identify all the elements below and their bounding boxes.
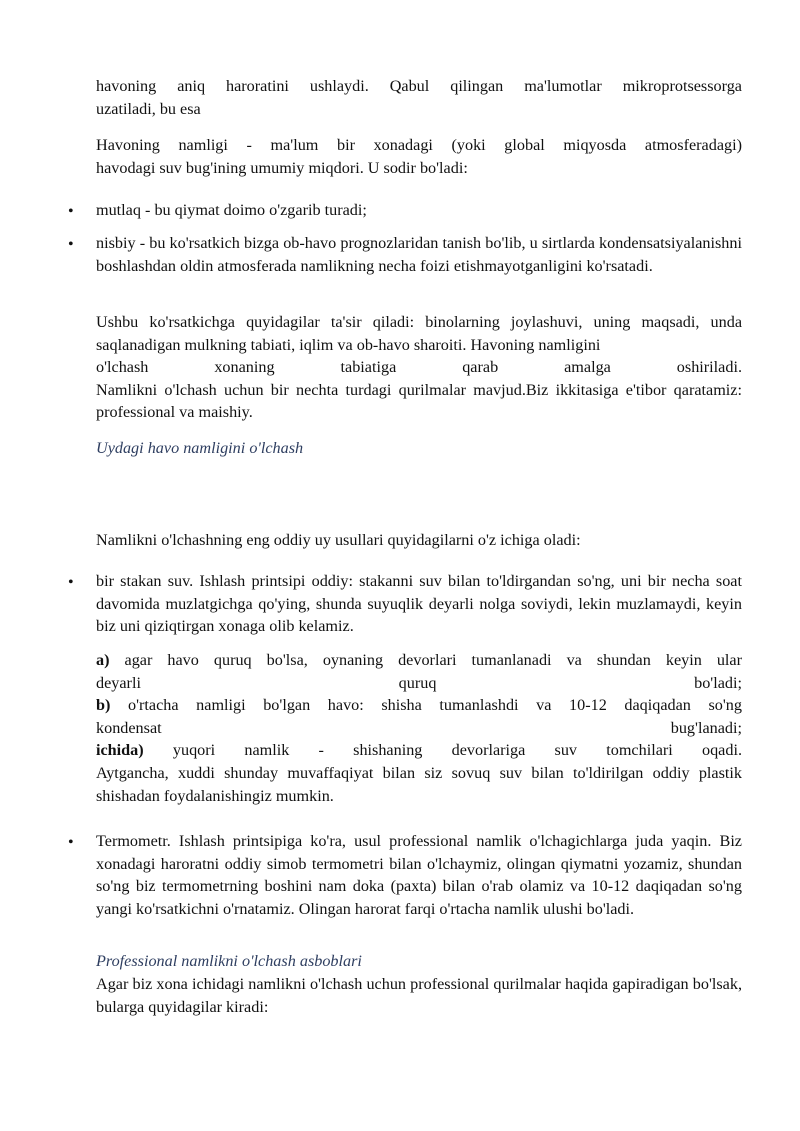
sub-item-a [96, 649, 742, 672]
sub-item-label: ichida) [96, 741, 144, 760]
sub-item-text: yuqori namlik - shishaning devorlariga suv tomchilari oqadi. [172, 741, 742, 760]
sub-items-block [96, 649, 742, 807]
sub-item-b [96, 694, 742, 717]
paragraph-intro [96, 75, 742, 120]
paragraph-factors [96, 311, 742, 424]
bullet-icon: • [68, 236, 74, 253]
paragraph-text: Namlikni o'lchash uchun bir nechta turdagi qurilmalar mavjud.Biz ikkitasiga e'tibor qaratamiz: professional va maishiy. [96, 380, 742, 422]
bullet-icon: • [68, 203, 74, 220]
list-item: nisbiy - bu ko'rsatkich bizga ob-havo prognozlaridan tanish bo'lib, u sirtlarda kondensatsiyalanishni boshlashdan oldin atmosferada namlikning necha foizi etishmayotganligini ko'rsatadi. [96, 234, 742, 275]
paragraph-text: Ushbu ko'rsatkichga quyidagilar ta'sir qiladi: binolarning joylashuvi, uning maqsadi, unda saqlanadigan mulkning tabiati, iqlim va ob-havo sharoiti. Havoning namligini [96, 313, 742, 354]
sub-item-c [96, 739, 742, 762]
paragraph-home-methods: Namlikni o'lchashning eng oddiy uy usullari quyidagilarni o'z ichiga oladi: [96, 531, 581, 549]
bullet-icon: • [68, 834, 74, 851]
section-heading-professional-instruments: Professional namlikni o'lchash asboblari [96, 952, 362, 970]
sub-item-continuation: deyarli quruq bo'ladi; [96, 673, 742, 692]
paragraph-line: Havoning namligi - ma'lum bir xonadagi (yoki global miqyosda atmosferadagi) [96, 136, 742, 154]
sub-item-text: agar havo quruq bo'lsa, oynaning devorlari tumanlanadi va shundan keyin ular [124, 651, 743, 669]
list-item: bir stakan suv. Ishlash printsipi oddiy: stakanni suv bilan to'ldirgandan so'ng, uni bir necha soat davomida muzlatgichga qo'ying, shunda suyuqlik deyarli nolga soviydi, lekin muzlamaydi, keyin biz uni qiziqtirgan xonaga olib kelamiz. [96, 572, 742, 636]
sub-item-continuation: kondensat bug'lanadi; [96, 718, 742, 737]
sub-item-label: b) [96, 696, 111, 715]
list-item: mutlaq - bu qiymat doimo o'zgarib turadi; [96, 201, 367, 219]
paragraph-humidity-definition [96, 134, 742, 179]
sub-item-text: o'rtacha namligi bo'lgan havo: shisha tumanlashdi va 10-12 daqiqadan so'ng [128, 696, 742, 715]
sub-item-label: a) [96, 651, 110, 669]
paragraph-line: uzatiladi, bu esa [96, 99, 201, 118]
sub-item-continuation: Aytgancha, xuddi shunday muvaffaqiyat bilan siz sovuq suv bilan to'ldirilgan oddiy plastik shishadan foydalanishingiz mumkin. [96, 763, 742, 805]
paragraph-line: havodagi suv bug'ining umumiy miqdori. U sodir bo'ladi: [96, 158, 468, 177]
paragraph-professional-devices: Agar biz xona ichidagi namlikni o'lchash uchun professional qurilmalar haqida gapiradigan bo'lsak, bularga quyidagilar kiradi: [96, 975, 742, 1016]
section-heading-home-humidity: Uydagi havo namligini o'lchash [96, 439, 304, 457]
bullet-icon: • [68, 574, 74, 591]
list-item: Termometr. Ishlash printsipiga ko'ra, usul professional namlik o'lchagichlarga juda yaqin. Biz xonadagi haroratni oddiy simob termometri bilan o'lchaymiz, olingan qiymatni yozamiz, shundan so'ng biz termometrning boshini nam doka (paxta) bilan o'rab olamiz va 10-12 daqiqadan so'ng yangi ko'rsatkichni o'rnatamiz. Olingan harorat farqi o'rtacha namlik ulushi bo'ladi. [96, 832, 742, 918]
paragraph-line: havoning aniq haroratini ushlaydi. Qabul qilingan ma'lumotlar mikroprotsessorga [96, 77, 742, 95]
paragraph-line: o'lchash xonaning tabiatiga qarab amalga oshiriladi. [96, 358, 742, 377]
